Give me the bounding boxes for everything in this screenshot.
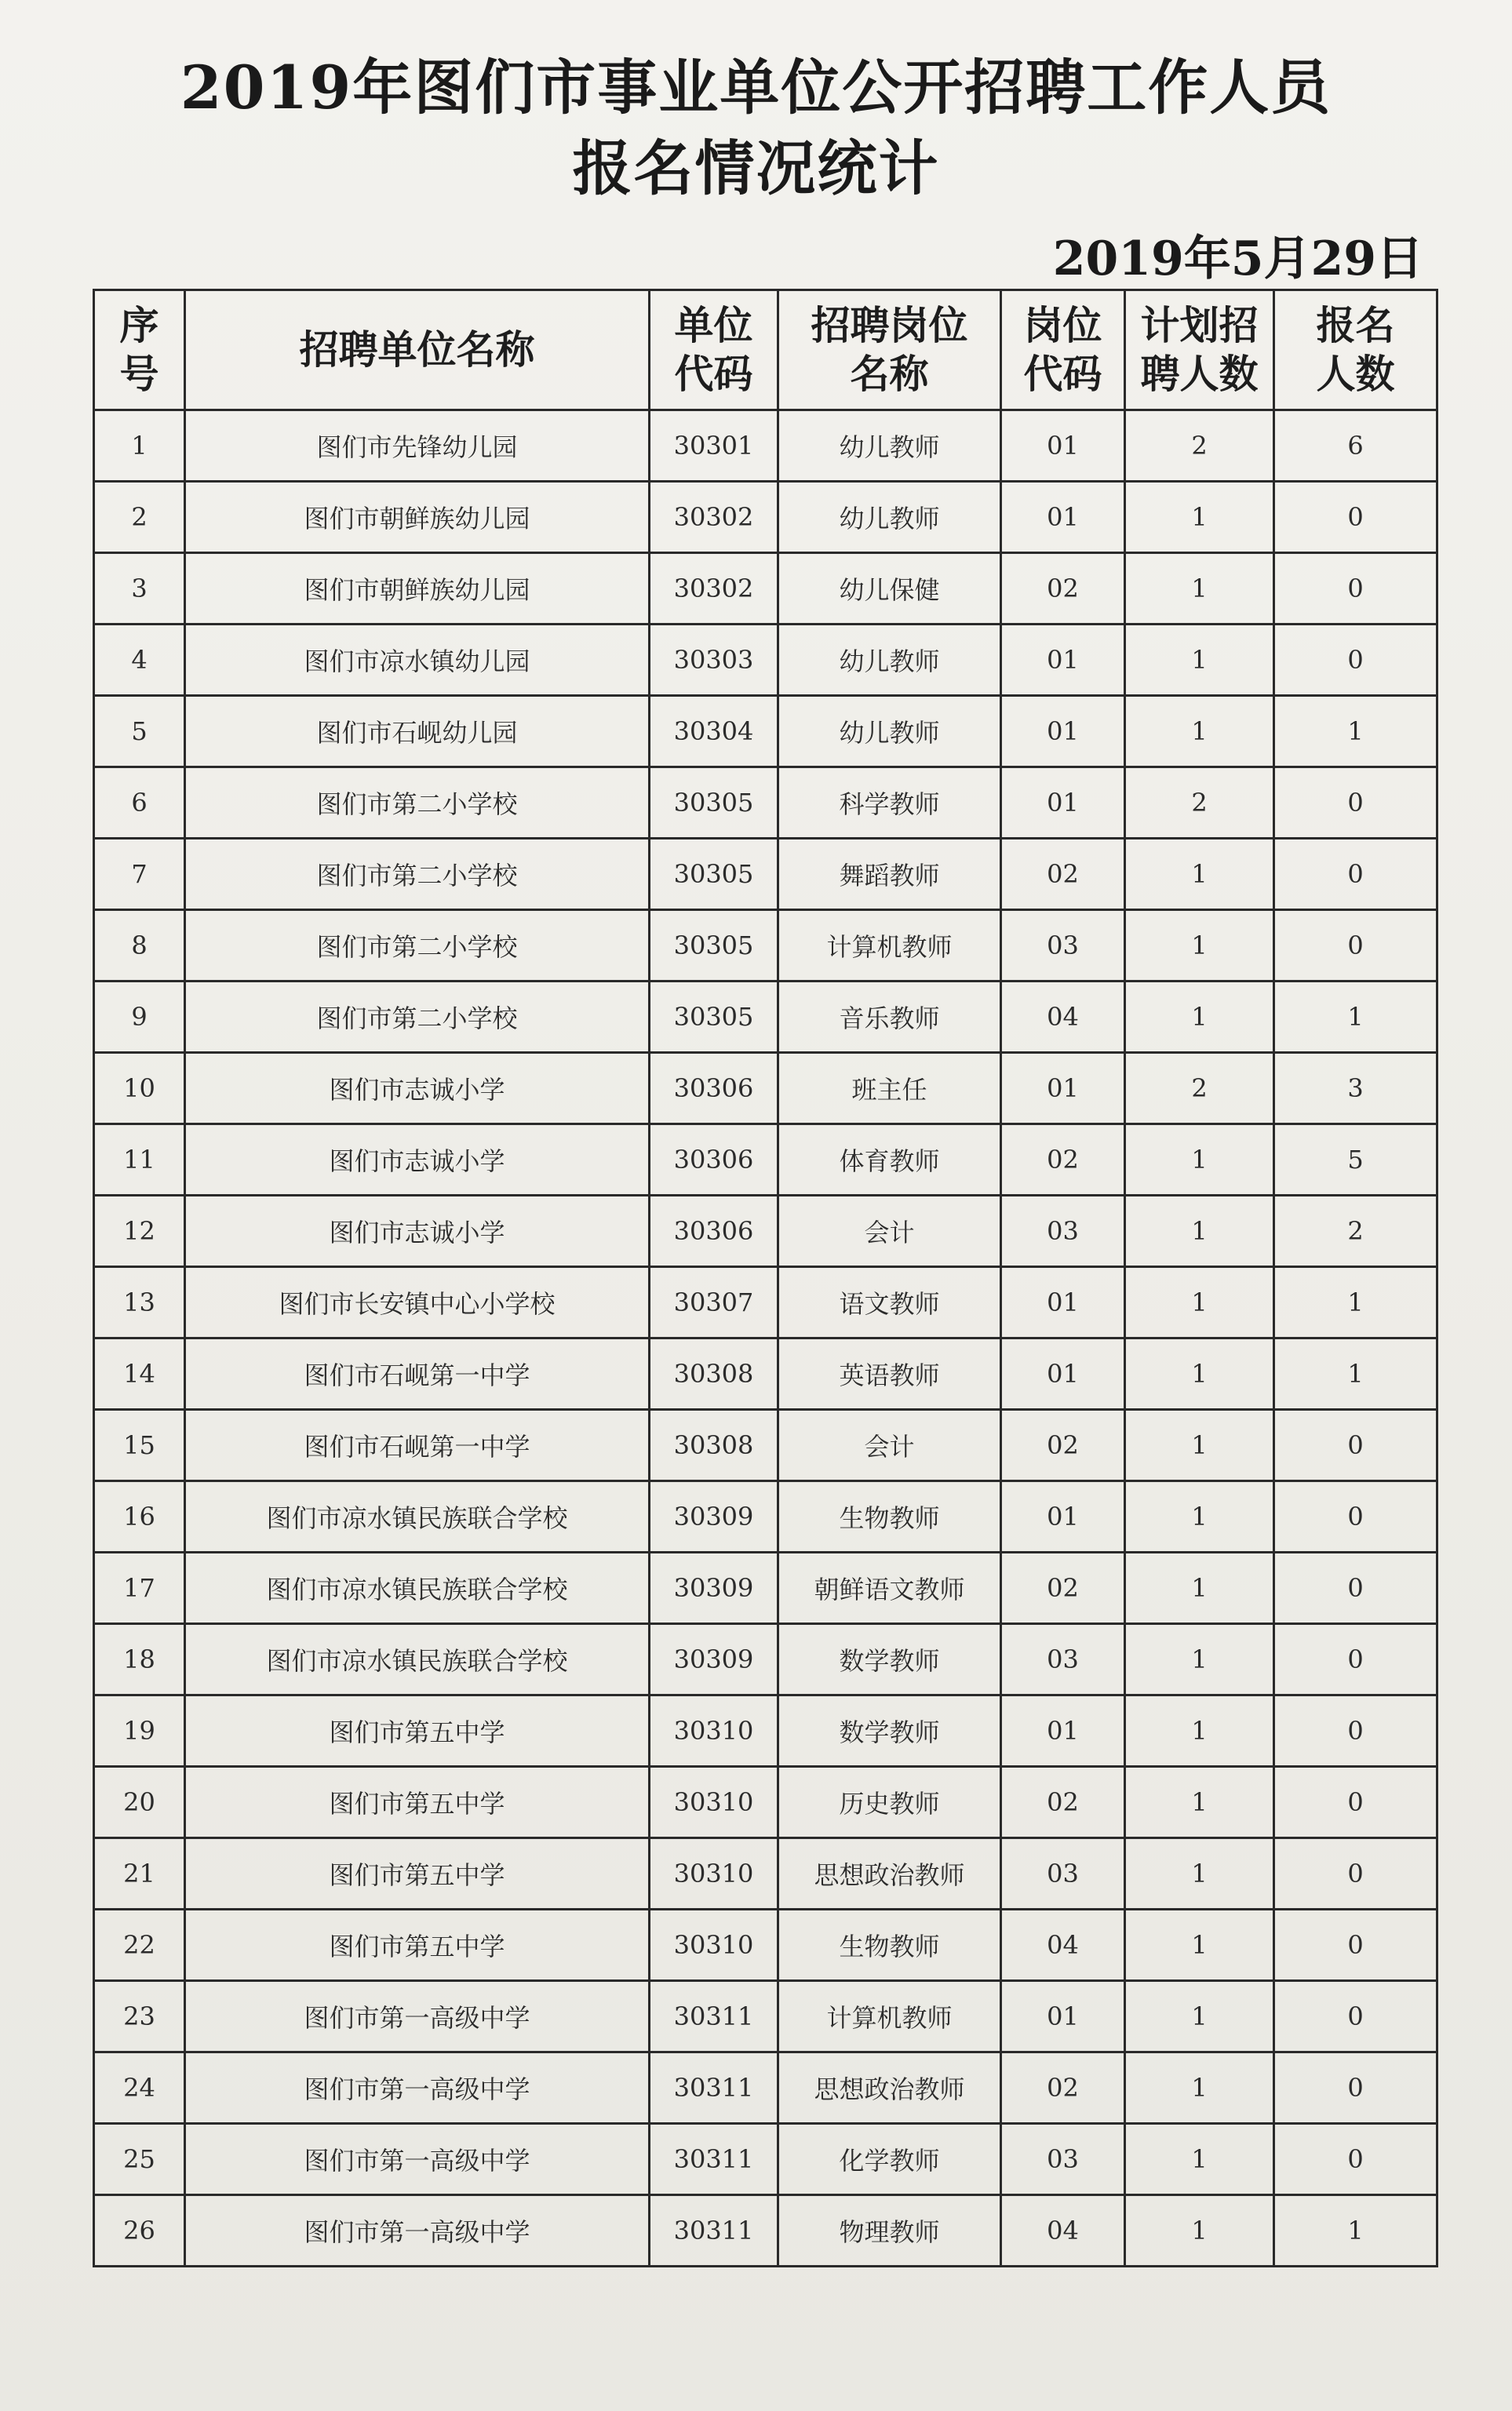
cell-applicants: 5 (1274, 1124, 1437, 1196)
table-row (94, 1124, 1437, 1196)
cell-unit-code: 30309 (650, 1481, 778, 1553)
table-row (94, 1553, 1437, 1624)
cell-seq: 25 (94, 2124, 185, 2195)
cell-seq: 5 (94, 696, 185, 767)
cell-unit-code: 30305 (650, 767, 778, 839)
cell-seq: 18 (94, 1624, 185, 1695)
cell-planned: 1 (1125, 482, 1274, 553)
table-row (94, 1481, 1437, 1553)
cell-post-name: 幼儿教师 (778, 482, 1001, 553)
cell-planned: 1 (1125, 1553, 1274, 1624)
cell-unit-code: 30307 (650, 1267, 778, 1338)
cell-unit-code: 30308 (650, 1410, 778, 1481)
cell-unit-code: 30308 (650, 1338, 778, 1410)
table-row (94, 1695, 1437, 1767)
cell-seq: 11 (94, 1124, 185, 1196)
table-row (94, 1910, 1437, 1981)
cell-seq: 16 (94, 1481, 185, 1553)
cell-seq: 26 (94, 2195, 185, 2267)
cell-post-code: 01 (1001, 1053, 1125, 1124)
header-seq: 序号 (94, 290, 185, 410)
table-row (94, 982, 1437, 1053)
cell-unit-code: 30310 (650, 1838, 778, 1910)
cell-unit-code: 30303 (650, 625, 778, 696)
table-row (94, 839, 1437, 910)
cell-post-code: 01 (1001, 767, 1125, 839)
cell-unit-name: 图们市志诚小学 (185, 1124, 650, 1196)
cell-planned: 1 (1125, 1481, 1274, 1553)
document-title-line1: 2019年图们市事业单位公开招聘工作人员 (180, 53, 1332, 122)
cell-unit-code: 30306 (650, 1124, 778, 1196)
cell-planned: 1 (1125, 1981, 1274, 2052)
header-applicants: 报名人数 (1274, 290, 1437, 410)
cell-applicants: 0 (1274, 1838, 1437, 1910)
cell-planned: 1 (1125, 1410, 1274, 1481)
table-row (94, 1624, 1437, 1695)
cell-applicants: 6 (1274, 410, 1437, 482)
cell-unit-code: 30305 (650, 910, 778, 982)
cell-post-name: 朝鲜语文教师 (778, 1553, 1001, 1624)
table-row (94, 410, 1437, 482)
cell-seq: 15 (94, 1410, 185, 1481)
cell-post-code: 03 (1001, 1196, 1125, 1267)
cell-seq: 19 (94, 1695, 185, 1767)
cell-post-name: 班主任 (778, 1053, 1001, 1124)
cell-unit-name: 图们市第五中学 (185, 1695, 650, 1767)
table-row (94, 553, 1437, 625)
cell-unit-code: 30301 (650, 410, 778, 482)
cell-applicants: 0 (1274, 1767, 1437, 1838)
cell-post-code: 02 (1001, 1767, 1125, 1838)
cell-seq: 8 (94, 910, 185, 982)
cell-post-code: 02 (1001, 2052, 1125, 2124)
cell-post-code: 02 (1001, 553, 1125, 625)
cell-planned: 1 (1125, 1267, 1274, 1338)
cell-planned: 1 (1125, 1838, 1274, 1910)
cell-applicants: 0 (1274, 910, 1437, 982)
cell-unit-code: 30311 (650, 2052, 778, 2124)
cell-applicants: 0 (1274, 553, 1437, 625)
cell-unit-name: 图们市石岘幼儿园 (185, 696, 650, 767)
table-row (94, 1053, 1437, 1124)
cell-post-name: 舞蹈教师 (778, 839, 1001, 910)
cell-unit-name: 图们市凉水镇民族联合学校 (185, 1553, 650, 1624)
cell-planned: 1 (1125, 1624, 1274, 1695)
cell-seq: 13 (94, 1267, 185, 1338)
cell-applicants: 2 (1274, 1196, 1437, 1267)
cell-applicants: 3 (1274, 1053, 1437, 1124)
cell-planned: 1 (1125, 1196, 1274, 1267)
cell-unit-code: 30304 (650, 696, 778, 767)
cell-applicants: 0 (1274, 2052, 1437, 2124)
cell-planned: 1 (1125, 1695, 1274, 1767)
cell-unit-name: 图们市凉水镇幼儿园 (185, 625, 650, 696)
table-row (94, 2124, 1437, 2195)
cell-unit-name: 图们市石岘第一中学 (185, 1410, 650, 1481)
cell-planned: 2 (1125, 1053, 1274, 1124)
cell-seq: 23 (94, 1981, 185, 2052)
table-row (94, 767, 1437, 839)
header-unit-name: 招聘单位名称 (185, 290, 650, 410)
table-body (94, 410, 1437, 2267)
cell-unit-name: 图们市志诚小学 (185, 1053, 650, 1124)
cell-unit-code: 30311 (650, 2124, 778, 2195)
cell-unit-name: 图们市第二小学校 (185, 910, 650, 982)
cell-planned: 1 (1125, 839, 1274, 910)
cell-unit-name: 图们市朝鲜族幼儿园 (185, 482, 650, 553)
document-date: 2019年5月29日 (1052, 231, 1423, 286)
cell-post-code: 03 (1001, 2124, 1125, 2195)
cell-post-code: 04 (1001, 982, 1125, 1053)
header-unit-code: 单位代码 (650, 290, 778, 410)
cell-post-name: 科学教师 (778, 767, 1001, 839)
header-post-name: 招聘岗位名称 (778, 290, 1001, 410)
cell-unit-code: 30306 (650, 1053, 778, 1124)
table-row (94, 1838, 1437, 1910)
cell-applicants: 0 (1274, 839, 1437, 910)
cell-unit-name: 图们市第二小学校 (185, 767, 650, 839)
cell-seq: 7 (94, 839, 185, 910)
cell-post-code: 01 (1001, 1981, 1125, 2052)
cell-post-code: 01 (1001, 696, 1125, 767)
cell-seq: 22 (94, 1910, 185, 1981)
cell-unit-name: 图们市朝鲜族幼儿园 (185, 553, 650, 625)
cell-unit-name: 图们市第五中学 (185, 1767, 650, 1838)
table-row (94, 1410, 1437, 1481)
cell-post-code: 01 (1001, 1695, 1125, 1767)
cell-post-name: 幼儿教师 (778, 696, 1001, 767)
table-row (94, 696, 1437, 767)
cell-post-name: 生物教师 (778, 1481, 1001, 1553)
table-row (94, 1981, 1437, 2052)
cell-applicants: 1 (1274, 2195, 1437, 2267)
cell-seq: 17 (94, 1553, 185, 1624)
table-row (94, 2195, 1437, 2267)
cell-unit-code: 30306 (650, 1196, 778, 1267)
cell-seq: 1 (94, 410, 185, 482)
cell-planned: 1 (1125, 1910, 1274, 1981)
cell-planned: 1 (1125, 553, 1274, 625)
table-header-row (94, 290, 1437, 410)
cell-applicants: 1 (1274, 1338, 1437, 1410)
cell-post-name: 体育教师 (778, 1124, 1001, 1196)
table-row (94, 910, 1437, 982)
cell-seq: 9 (94, 982, 185, 1053)
cell-planned: 1 (1125, 2124, 1274, 2195)
cell-applicants: 0 (1274, 1695, 1437, 1767)
cell-unit-code: 30310 (650, 1695, 778, 1767)
cell-seq: 10 (94, 1053, 185, 1124)
table-row (94, 1338, 1437, 1410)
cell-planned: 1 (1125, 2195, 1274, 2267)
cell-unit-code: 30311 (650, 2195, 778, 2267)
cell-planned: 2 (1125, 767, 1274, 839)
cell-seq: 12 (94, 1196, 185, 1267)
cell-unit-code: 30302 (650, 482, 778, 553)
cell-post-code: 03 (1001, 1624, 1125, 1695)
table-row (94, 2052, 1437, 2124)
cell-unit-code: 30311 (650, 1981, 778, 2052)
cell-seq: 24 (94, 2052, 185, 2124)
cell-post-code: 03 (1001, 1838, 1125, 1910)
cell-post-code: 01 (1001, 625, 1125, 696)
cell-post-code: 04 (1001, 2195, 1125, 2267)
cell-post-name: 生物教师 (778, 1910, 1001, 1981)
cell-unit-name: 图们市第五中学 (185, 1910, 650, 1981)
cell-unit-name: 图们市石岘第一中学 (185, 1338, 650, 1410)
cell-unit-name: 图们市第一高级中学 (185, 2124, 650, 2195)
cell-post-code: 02 (1001, 1410, 1125, 1481)
cell-planned: 1 (1125, 982, 1274, 1053)
cell-applicants: 0 (1274, 482, 1437, 553)
cell-post-name: 计算机教师 (778, 1981, 1001, 2052)
cell-planned: 1 (1125, 1124, 1274, 1196)
cell-post-name: 幼儿教师 (778, 410, 1001, 482)
cell-unit-name: 图们市第一高级中学 (185, 1981, 650, 2052)
cell-post-name: 数学教师 (778, 1624, 1001, 1695)
cell-post-code: 01 (1001, 1267, 1125, 1338)
cell-unit-name: 图们市凉水镇民族联合学校 (185, 1481, 650, 1553)
cell-post-code: 03 (1001, 910, 1125, 982)
cell-applicants: 0 (1274, 1481, 1437, 1553)
table-row (94, 625, 1437, 696)
cell-unit-code: 30309 (650, 1553, 778, 1624)
cell-post-name: 化学教师 (778, 2124, 1001, 2195)
cell-post-name: 幼儿保健 (778, 553, 1001, 625)
cell-applicants: 0 (1274, 767, 1437, 839)
cell-planned: 2 (1125, 410, 1274, 482)
table-row (94, 1196, 1437, 1267)
header-planned: 计划招聘人数 (1125, 290, 1274, 410)
cell-applicants: 1 (1274, 1267, 1437, 1338)
cell-applicants: 0 (1274, 2124, 1437, 2195)
cell-unit-name: 图们市第一高级中学 (185, 2052, 650, 2124)
cell-post-name: 思想政治教师 (778, 2052, 1001, 2124)
cell-post-name: 物理教师 (778, 2195, 1001, 2267)
cell-unit-code: 30305 (650, 839, 778, 910)
cell-applicants: 0 (1274, 1910, 1437, 1981)
cell-applicants: 0 (1274, 1981, 1437, 2052)
cell-applicants: 0 (1274, 625, 1437, 696)
cell-post-name: 英语教师 (778, 1338, 1001, 1410)
cell-unit-name: 图们市志诚小学 (185, 1196, 650, 1267)
cell-planned: 1 (1125, 1338, 1274, 1410)
cell-post-name: 历史教师 (778, 1767, 1001, 1838)
cell-post-code: 01 (1001, 482, 1125, 553)
cell-seq: 2 (94, 482, 185, 553)
cell-seq: 6 (94, 767, 185, 839)
cell-unit-name: 图们市第五中学 (185, 1838, 650, 1910)
cell-applicants: 0 (1274, 1553, 1437, 1624)
cell-post-code: 01 (1001, 1338, 1125, 1410)
cell-applicants: 1 (1274, 696, 1437, 767)
cell-unit-code: 30310 (650, 1910, 778, 1981)
cell-post-code: 02 (1001, 1124, 1125, 1196)
cell-post-name: 思想政治教师 (778, 1838, 1001, 1910)
cell-unit-name: 图们市第一高级中学 (185, 2195, 650, 2267)
cell-post-name: 幼儿教师 (778, 625, 1001, 696)
document-title-line2: 报名情况统计 (572, 133, 940, 203)
cell-post-code: 01 (1001, 410, 1125, 482)
cell-seq: 4 (94, 625, 185, 696)
cell-post-name: 会计 (778, 1410, 1001, 1481)
cell-planned: 1 (1125, 1767, 1274, 1838)
cell-planned: 1 (1125, 910, 1274, 982)
table-row (94, 1767, 1437, 1838)
cell-unit-code: 30305 (650, 982, 778, 1053)
cell-unit-name: 图们市第二小学校 (185, 839, 650, 910)
registration-table (93, 289, 1438, 2267)
cell-unit-name: 图们市第二小学校 (185, 982, 650, 1053)
cell-unit-code: 30309 (650, 1624, 778, 1695)
cell-unit-code: 30310 (650, 1767, 778, 1838)
header-post-code: 岗位代码 (1001, 290, 1125, 410)
cell-post-name: 数学教师 (778, 1695, 1001, 1767)
cell-post-code: 01 (1001, 1481, 1125, 1553)
cell-post-code: 04 (1001, 1910, 1125, 1981)
table-row (94, 1267, 1437, 1338)
cell-applicants: 0 (1274, 1410, 1437, 1481)
cell-seq: 21 (94, 1838, 185, 1910)
cell-unit-name: 图们市先锋幼儿园 (185, 410, 650, 482)
cell-planned: 1 (1125, 625, 1274, 696)
cell-seq: 3 (94, 553, 185, 625)
cell-post-name: 会计 (778, 1196, 1001, 1267)
cell-applicants: 1 (1274, 982, 1437, 1053)
cell-post-code: 02 (1001, 1553, 1125, 1624)
cell-applicants: 0 (1274, 1624, 1437, 1695)
cell-seq: 14 (94, 1338, 185, 1410)
cell-planned: 1 (1125, 696, 1274, 767)
cell-unit-name: 图们市凉水镇民族联合学校 (185, 1624, 650, 1695)
cell-unit-name: 图们市长安镇中心小学校 (185, 1267, 650, 1338)
cell-planned: 1 (1125, 2052, 1274, 2124)
cell-seq: 20 (94, 1767, 185, 1838)
cell-post-code: 02 (1001, 839, 1125, 910)
cell-post-name: 计算机教师 (778, 910, 1001, 982)
cell-unit-code: 30302 (650, 553, 778, 625)
cell-post-name: 语文教师 (778, 1267, 1001, 1338)
table-row (94, 482, 1437, 553)
cell-post-name: 音乐教师 (778, 982, 1001, 1053)
